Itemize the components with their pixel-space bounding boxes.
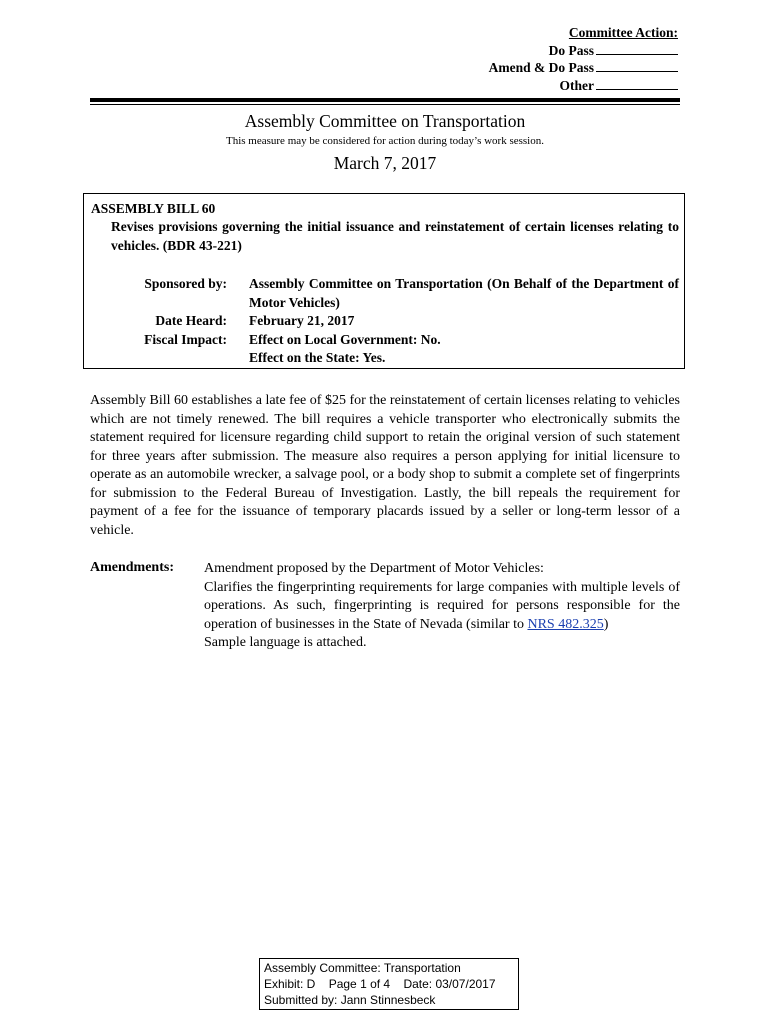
bill-summary-paragraph: Assembly Bill 60 establishes a late fee of $25 for the reinstatement of certain licenses relating to vehicles which are not timely renewed. The bill requires a vehicle transporter who electronically submits the statement required for licensure regarding child support to retain the original version of such statement for three years after submission. The measure also requires a person applying for initial licensure to operate as an automobile wrecker, a salvage pool, or a body shop to submit a complete set of fingerprints for submission to the Federal Bureau of Investigation. Lastly, the bill repeals the requirement for payment of a fee for the issuance of temporary placards issued by a seller or long-term lessor of a vehicle.	[90, 393, 680, 538]
fiscal-local-value: Effect on Local Government: No.	[249, 332, 441, 347]
bill-number: ASSEMBLY BILL 60	[91, 201, 216, 216]
fiscal-impact-label: Fiscal Impact:	[144, 332, 227, 347]
committee-action-block	[489, 24, 678, 94]
other-line: Other	[489, 77, 678, 95]
header-rule-thin	[90, 104, 680, 105]
do-pass-blank	[596, 43, 678, 55]
sponsored-value: Assembly Committee on Transportation (On Behalf of the Department of Motor Vehicles)	[249, 276, 679, 310]
work-session-notice: This measure may be considered for action during today’s work session.	[225, 135, 544, 147]
amend-do-pass-blank	[596, 60, 678, 72]
bill-description: Revises provisions governing the initial issuance and reinstatement of certain licenses relating to vehicles. (BDR 43-221)	[111, 219, 679, 253]
date-heard-label: Date Heard:	[155, 313, 227, 328]
sponsored-label: Sponsored by:	[144, 276, 227, 291]
other-blank	[596, 78, 678, 90]
amendments-label: Amendments:	[90, 560, 174, 575]
exhibit-submitter: Submitted by: Jann Stinnesbeck	[264, 993, 436, 1007]
date-heard-value: February 21, 2017	[249, 313, 355, 328]
amendments-text	[204, 560, 680, 653]
amendment-attachment-note: Sample language is attached.	[204, 635, 367, 650]
do-pass-line: Do Pass	[489, 42, 678, 60]
header-rule-thick	[90, 98, 680, 102]
committee-title: Assembly Committee on Transportation	[244, 111, 526, 131]
amend-do-pass-line: Amend & Do Pass	[489, 59, 678, 77]
exhibit-committee: Assembly Committee: Transportation	[264, 961, 461, 975]
meeting-date: March 7, 2017	[333, 153, 437, 173]
bill-summary-box	[83, 193, 685, 369]
nrs-link[interactable]: NRS 482.325	[527, 616, 604, 632]
committee-action-title: Committee Action:	[568, 25, 678, 40]
fiscal-state-value: Effect on the State: Yes.	[249, 350, 386, 365]
amendment-detail: Clarifies the fingerprinting requirements for large companies with multiple levels of operations. As such, fingerprinting is required for persons responsible for the operation of businesses in the State of Nevada (similar to NRS 482.325)	[204, 579, 680, 632]
amendment-proposer: Amendment proposed by the Department of Motor Vehicles:	[204, 561, 544, 576]
exhibit-stamp	[259, 958, 519, 1010]
exhibit-details: Exhibit: D Page 1 of 4 Date: 03/07/2017	[264, 977, 496, 991]
